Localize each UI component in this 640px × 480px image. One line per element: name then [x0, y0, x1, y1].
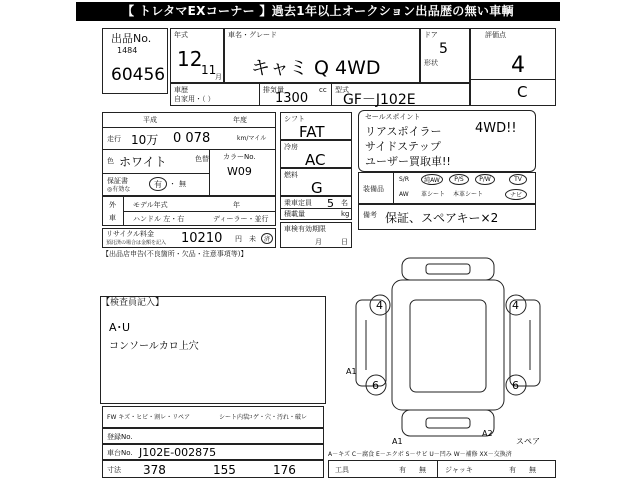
- reg-text: 自家用・（ ）: [174, 95, 215, 103]
- notes-box: [358, 204, 536, 230]
- color-code-value: W09: [227, 165, 252, 178]
- year-month-unit: 月: [215, 73, 222, 81]
- color-code-label: カラーNo.: [223, 153, 256, 161]
- diag-mark-1: 4: [376, 299, 383, 312]
- load-label: 積載量: [284, 210, 305, 218]
- year-month: 11: [201, 63, 217, 77]
- capacity-label: 乗車定員: [284, 199, 312, 207]
- reg-num-row: [102, 428, 324, 444]
- sales-point-box: [358, 110, 536, 172]
- car-name-value: キャミ Q 4WD: [251, 57, 381, 79]
- defects-label: 【出品店申告(不良箇所・欠品・注意事項等)】: [102, 250, 248, 258]
- tools-row: [328, 460, 556, 478]
- ac-label: 冷房: [284, 143, 298, 151]
- diagram-legend: A－キズ C－腐食 E－エクボ S－サビ U－凹み W－補修 XX－交換済: [328, 451, 512, 458]
- cc-label: 排気量: [263, 86, 284, 94]
- grade-box: [470, 28, 556, 106]
- mileage-units: km/マイル: [237, 135, 267, 142]
- inspection-box: [280, 222, 352, 248]
- diag-mark-4: 6: [512, 379, 519, 392]
- sales-line-2: サイドステップ: [365, 140, 441, 153]
- mileage-era: 平成: [143, 116, 157, 124]
- mileage-label: 走行: [107, 135, 121, 143]
- warranty-none: 無: [179, 180, 186, 188]
- bottom-equip-row: [102, 406, 324, 428]
- dealer-label: ディーラー・並行: [213, 215, 269, 223]
- cc-value: 1300: [275, 91, 309, 106]
- diag-mark-2: 4: [512, 299, 519, 312]
- ac-value: AC: [305, 151, 326, 169]
- warranty-note: ◎有効な: [107, 186, 131, 193]
- inspector-box: [100, 296, 326, 404]
- model-year-label: モデル年式: [133, 201, 168, 209]
- recycle-box: [102, 228, 276, 248]
- equip-leather: 本革シート: [453, 191, 484, 198]
- grade-value: 4: [511, 53, 525, 78]
- import-label-2: 車: [109, 214, 116, 222]
- jack-none: 無: [529, 466, 536, 474]
- equipment-label: 装備品: [363, 185, 384, 193]
- shift-label: シフト: [284, 115, 305, 123]
- equip-pw: P/W: [475, 174, 495, 185]
- dims-length: 378: [143, 463, 166, 477]
- recycle-value: 10210: [181, 231, 223, 246]
- mileage-box: [102, 112, 276, 196]
- dims-label: 寸法: [107, 466, 121, 474]
- recycle-note: 預託済の場合は金額を記入: [106, 240, 167, 246]
- fuel-box: [280, 168, 352, 196]
- color-value: ホワイト: [119, 155, 167, 169]
- diag-mark-7: A2: [482, 429, 493, 438]
- bottom-equip-check: コゲ・穴・汚れ・破レ: [247, 414, 308, 421]
- warranty-sep: ・: [169, 180, 176, 188]
- bottom-equip-items: FW キズ・ヒビ・割レ・リペア: [107, 414, 191, 421]
- jack-has: 有: [509, 466, 516, 474]
- car-name-label: 車名・グレード: [228, 31, 277, 39]
- doors-label: ドア: [424, 31, 438, 39]
- model-value: GF－J102E: [343, 92, 416, 108]
- capacity-box: [280, 196, 352, 220]
- equip-aw: 純AW: [421, 174, 443, 185]
- mileage-rest: 0 078: [173, 131, 211, 146]
- chassis-row: [102, 444, 324, 460]
- mileage-man: 10万: [131, 133, 159, 147]
- reg-label: 車歴: [174, 86, 188, 94]
- dims-height: 176: [273, 463, 296, 477]
- color-change-label: 色替: [195, 155, 209, 163]
- load-unit: kg: [341, 210, 350, 218]
- capacity-value: 5: [327, 197, 334, 210]
- year-label: 年式: [174, 31, 188, 39]
- fuel-label: 燃料: [284, 171, 298, 179]
- tools-none: 無: [419, 466, 426, 474]
- equip-navi: ナビ: [505, 189, 527, 200]
- cc-unit: cc: [319, 86, 327, 94]
- equip-tv: TV: [509, 174, 527, 185]
- grade-label: 評価点: [485, 31, 506, 39]
- doors-box: [420, 28, 470, 83]
- equip-aw2: AW: [399, 191, 409, 198]
- chassis-value: J102E-002875: [139, 446, 217, 459]
- year-box: [170, 28, 224, 83]
- dims-width: 155: [213, 463, 236, 477]
- doors-value: 5: [439, 41, 448, 57]
- inspector-line-2: コンソールカロ上穴: [109, 341, 199, 352]
- sales-point-label: セールスポイント: [365, 113, 421, 121]
- jack-label: ジャッキ: [445, 466, 473, 474]
- vehicle-row: [170, 83, 470, 106]
- import-box: [102, 196, 276, 226]
- equipment-box: [358, 172, 536, 204]
- inspector-line-1: A･U: [109, 321, 131, 334]
- diag-mark-6: A1: [392, 437, 403, 446]
- sales-line-1: リアスポイラー: [365, 125, 442, 138]
- sales-extra: 4WD!!: [475, 121, 517, 136]
- capacity-unit: 名: [341, 199, 348, 207]
- model-label: 型式: [335, 86, 349, 94]
- chassis-label: 車台No.: [107, 449, 133, 457]
- tools-has: 有: [399, 466, 406, 474]
- shift-value: FAT: [299, 123, 325, 141]
- dims-row: [102, 460, 324, 478]
- inspection-day: 日: [341, 238, 348, 246]
- warranty-label: 保証書: [107, 177, 128, 185]
- car-name-box: [224, 28, 420, 83]
- handle-label: ハンドル 左・右: [133, 215, 185, 223]
- fuel-value: G: [311, 179, 323, 197]
- inspector-label: 【検査員記入】: [101, 298, 165, 308]
- warranty-has: 有: [149, 177, 167, 191]
- shape-label: 形状: [424, 59, 438, 67]
- bottom-equip-seat: シート内装: [219, 414, 250, 421]
- diag-mark-5: A1: [346, 367, 357, 376]
- mileage-year-label: 年度: [233, 116, 247, 124]
- recycle-status: 未: [249, 235, 256, 243]
- inspection-month: 月: [315, 238, 322, 246]
- equip-sr: S/R: [399, 176, 409, 183]
- year-value: 12: [177, 47, 203, 71]
- diag-mark-8: スペア: [516, 437, 540, 446]
- lot-sub-number: 1484: [117, 46, 138, 55]
- recycle-unit: 円: [235, 235, 242, 243]
- shift-box: [280, 112, 352, 140]
- lot-number: 60456: [111, 65, 166, 85]
- grade-interior: C: [517, 83, 528, 101]
- recycle-label: リサイクル料金: [106, 230, 155, 238]
- notes-value: 保証、スペアキー×2: [385, 211, 499, 225]
- model-year-unit: 年: [233, 201, 240, 209]
- inspection-label: 車検有効期限: [284, 225, 326, 233]
- header-banner: 【 トレタマEXコーナー 】過去1年以上オークション出品歴の無い車輌: [76, 2, 560, 21]
- car-diagram: [336, 250, 560, 450]
- notes-label: 備考: [363, 211, 377, 219]
- import-label-1: 外: [109, 201, 116, 209]
- ac-box: [280, 140, 352, 168]
- lot-number-box: [102, 28, 168, 94]
- diag-mark-3: 6: [372, 379, 379, 392]
- lot-label: 出品No.: [111, 32, 152, 45]
- color-label: 色: [107, 157, 114, 165]
- tools-label: 工具: [335, 466, 349, 474]
- recycle-checked: 済: [261, 233, 273, 244]
- equip-cloth: 革シート: [421, 191, 446, 198]
- reg-num-label: 登録No.: [107, 433, 133, 441]
- equip-ps: P/S: [449, 174, 469, 185]
- sales-line-3: ユーザー買取車!!: [365, 155, 451, 168]
